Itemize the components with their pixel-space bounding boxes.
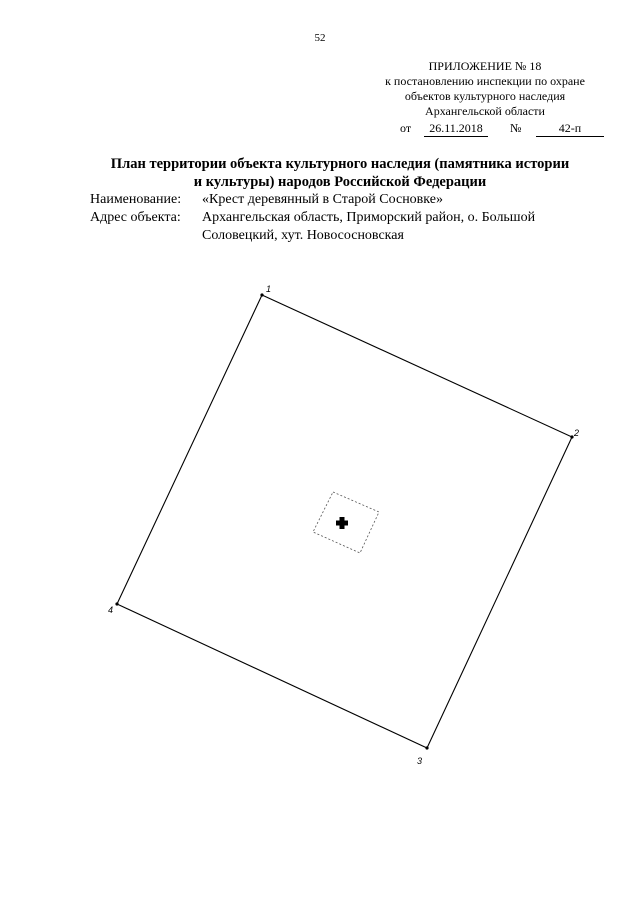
- order-date: 26.11.2018: [424, 121, 488, 137]
- title-line-1: План территории объекта культурного наследия (памятника истории: [110, 156, 570, 172]
- vertex-label-2: 2: [574, 428, 580, 438]
- appendix-line-2: объектов культурного наследия: [404, 89, 566, 103]
- vertex-1: [260, 293, 263, 296]
- document-title: [60, 155, 620, 191]
- page-number: 52: [314, 32, 326, 44]
- appendix-header: [360, 59, 610, 119]
- vertex-4: [115, 602, 118, 605]
- title-line-2: и культуры) народов Российской Федерации: [193, 174, 487, 190]
- address-line-2: Соловецкий, хут. Новососновская: [202, 228, 404, 243]
- cross-icon: [336, 517, 348, 529]
- appendix-title: ПРИЛОЖЕНИЕ № 18: [428, 59, 542, 73]
- vertex-3: [425, 746, 428, 749]
- name-label: Наименование:: [90, 192, 182, 207]
- address-label: Адрес объекта:: [90, 210, 181, 225]
- address-line-1: Архангельская область, Приморский район, о. Большой: [202, 210, 536, 225]
- name-value: «Крест деревянный в Старой Сосновке»: [202, 192, 443, 207]
- order-number-sign: №: [510, 121, 522, 135]
- vertex-label-1: 1: [266, 284, 272, 294]
- territory-plan: [100, 270, 600, 770]
- vertex-label-3: 3: [417, 756, 423, 766]
- vertex-label-4: 4: [108, 605, 114, 615]
- address-value: [202, 209, 602, 245]
- appendix-line-1: к постановлению инспекции по охране: [385, 74, 585, 88]
- appendix-line-3: Архангельской области: [425, 104, 545, 118]
- order-from-label: от: [400, 121, 412, 135]
- order-number: 42-п: [536, 121, 604, 137]
